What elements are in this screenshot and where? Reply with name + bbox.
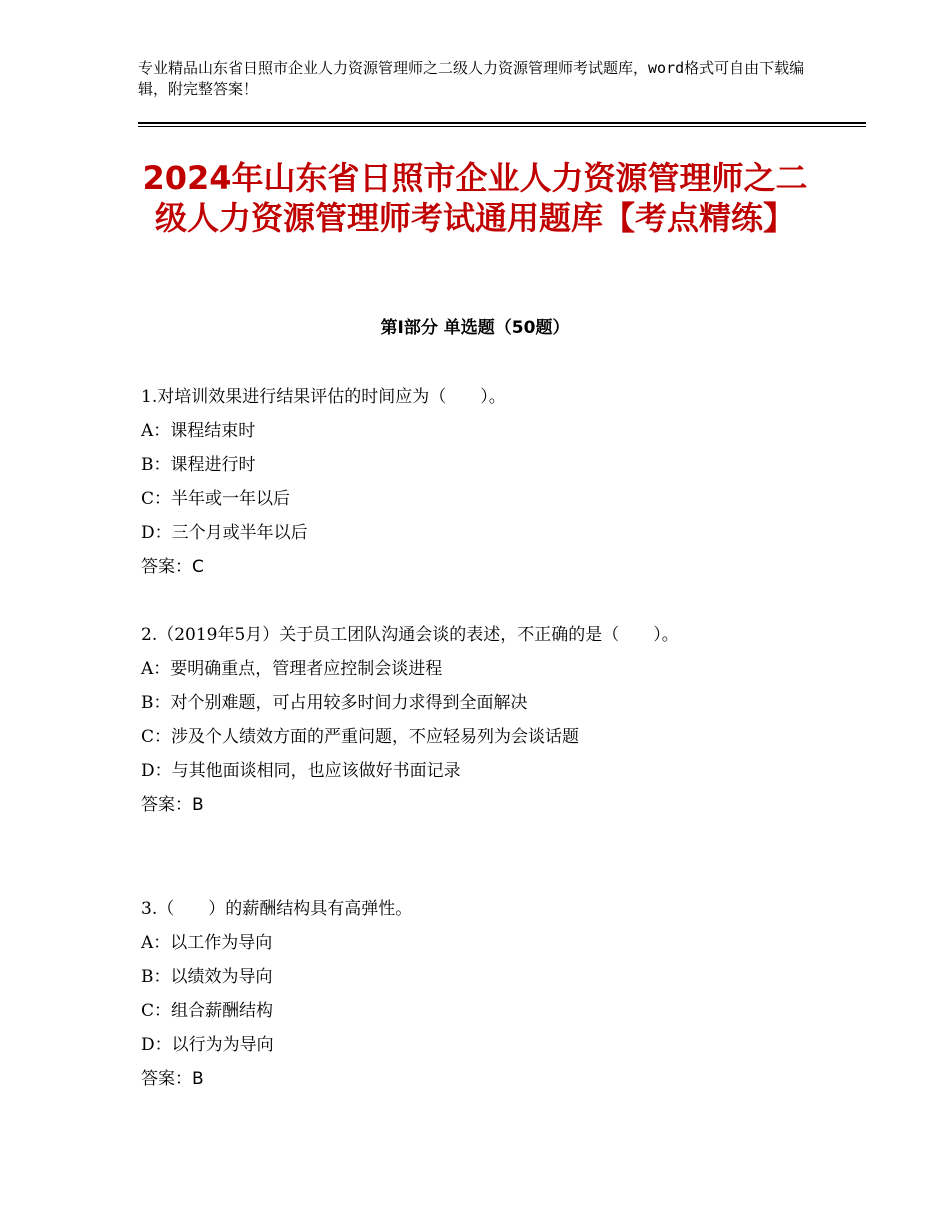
option-c: C：组合薪酬结构	[141, 1001, 274, 1021]
option-d: D：与其他面谈相同，也应该做好书面记录	[141, 761, 461, 781]
option-a: A：以工作为导向	[141, 933, 273, 953]
question-2	[141, 618, 781, 822]
answer: 答案：B	[141, 1069, 204, 1089]
section-title: 第Ⅰ部分 单选题（50题）	[380, 318, 570, 338]
question-stem: 2.（2019年5月）关于员工团队沟通会谈的表述，不正确的是（ ）。	[141, 625, 679, 645]
option-d: D：以行为为导向	[141, 1035, 274, 1055]
option-a: A：课程结束时	[141, 421, 256, 441]
option-b: B：课程进行时	[141, 455, 256, 475]
option-b: B：以绩效为导向	[141, 967, 273, 987]
question-3	[141, 892, 781, 1096]
option-c: C：涉及个人绩效方面的严重问题，不应轻易列为会谈话题	[141, 727, 580, 747]
header-note: 专业精品山东省日照市企业人力资源管理师之二级人力资源管理师考试题库，word格式可自由下载编辑，附完整答案！	[138, 59, 805, 98]
question-stem: 3.（ ）的薪酬结构具有高弹性。	[141, 899, 413, 919]
header-rule-thick	[138, 122, 866, 124]
question-1	[141, 380, 781, 584]
option-a: A：要明确重点，管理者应控制会谈进程	[141, 659, 443, 679]
answer: 答案：C	[141, 557, 204, 577]
header-rule-thin	[138, 126, 866, 127]
option-b: B：对个别难题，可占用较多时间力求得到全面解决	[141, 693, 528, 713]
option-c: C：半年或一年以后	[141, 489, 291, 509]
question-stem: 1.对培训效果进行结果评估的时间应为（ ）。	[141, 387, 506, 407]
document-title: 2024年山东省日照市企业人力资源管理师之二级人力资源管理师考试通用题库【考点精练】	[142, 159, 808, 237]
option-d: D：三个月或半年以后	[141, 523, 308, 543]
answer: 答案：B	[141, 795, 204, 815]
